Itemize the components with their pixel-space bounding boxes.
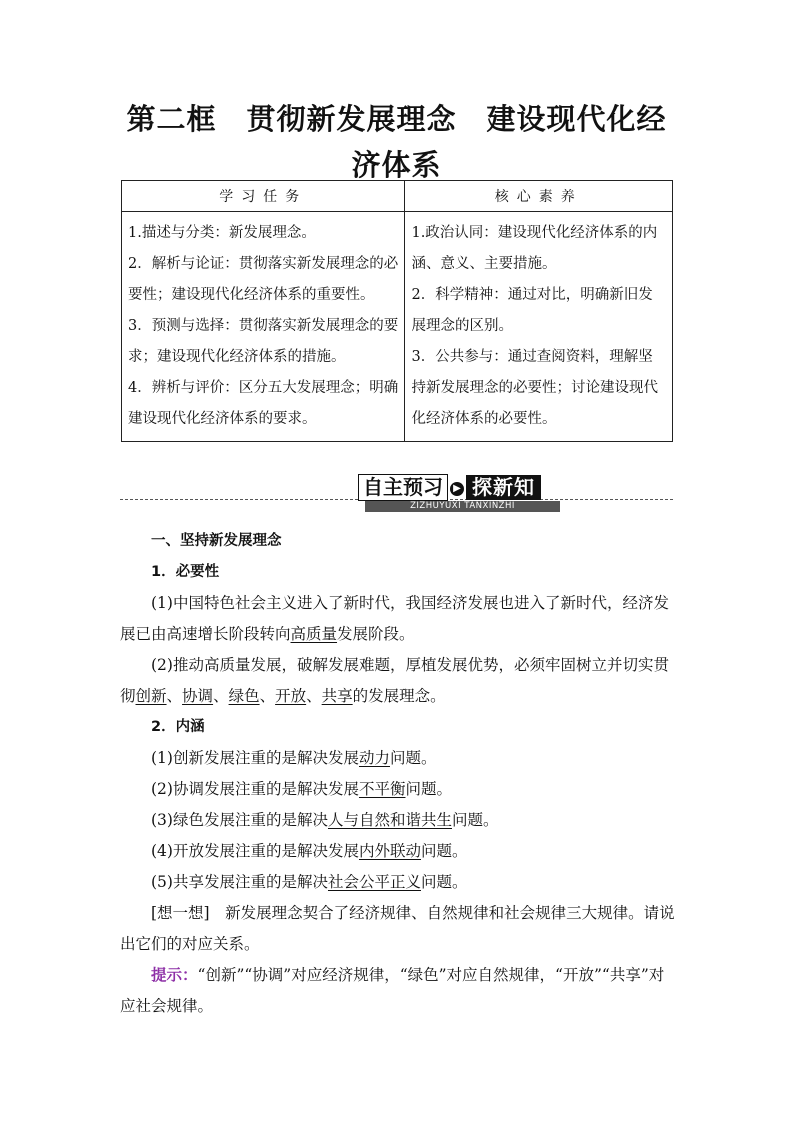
hint-label: 提示： bbox=[151, 966, 198, 984]
hint-paragraph bbox=[120, 960, 676, 1022]
table-header-row bbox=[122, 181, 673, 212]
blank-answer: 高质量 bbox=[290, 625, 338, 643]
competency-item: 3．公共参与：通过查阅资料，理解坚持新发展理念的必要性；讨论建设现代化经济体系的必要性。 bbox=[411, 349, 658, 427]
section-banner bbox=[120, 470, 673, 516]
blank-answer: 开放 bbox=[275, 687, 307, 705]
list-item: (5)共享发展注重的是解决社会公平正义问题。 bbox=[151, 873, 468, 891]
blank-answer: 创新 bbox=[135, 687, 167, 705]
learning-goals-table bbox=[121, 180, 673, 442]
banner-pinyin: ZIZHUYUXI TANXINZHI bbox=[365, 501, 560, 512]
blank-answer: 内外联动 bbox=[358, 842, 421, 860]
list-item: (1)创新发展注重的是解决发展动力问题。 bbox=[151, 749, 437, 767]
banner-explore: 探新知 bbox=[466, 475, 541, 500]
task-item: 3．预测与选择：贯彻落实新发展理念的要求；建设现代化经济体系的措施。 bbox=[128, 318, 399, 365]
banner-title bbox=[358, 474, 541, 499]
blank-answer: 动力 bbox=[358, 749, 390, 767]
competency-item: 2．科学精神：通过对比，明确新旧发展理念的区别。 bbox=[411, 287, 653, 334]
task-item: 1.描述与分类：新发展理念。 bbox=[128, 225, 316, 241]
main-content bbox=[120, 526, 676, 1022]
task-item: 4．辨析与评价：区分五大发展理念；明确建设现代化经济体系的要求。 bbox=[128, 380, 399, 427]
blank-answer: 不平衡 bbox=[358, 780, 406, 798]
blank-answer: 协调 bbox=[182, 687, 214, 705]
subsection-necessity: 1．必要性 bbox=[151, 564, 220, 580]
title-line-2: 济体系 bbox=[351, 148, 442, 182]
competency-item: 1.政治认同：建设现代化经济体系的内涵、意义、主要措施。 bbox=[411, 225, 658, 272]
list-item: (3)绿色发展注重的是解决人与自然和谐共生问题。 bbox=[151, 811, 499, 829]
section-heading: 一、坚持新发展理念 bbox=[151, 533, 282, 549]
core-competencies-cell bbox=[405, 212, 673, 442]
paragraph-necessity-2: (2)推动高质量发展，破解发展难题，厚植发展优势，必须牢固树立并切实贯彻创新、协调、绿色、开放、共享的发展理念。 bbox=[120, 656, 669, 705]
table-row bbox=[122, 212, 673, 442]
list-item: (4)开放发展注重的是解决发展内外联动问题。 bbox=[151, 842, 468, 860]
paragraph-necessity-1: (1)中国特色社会主义进入了新时代，我国经济发展也进入了新时代，经济发展已由高速增长阶段转向高质量发展阶段。 bbox=[120, 594, 669, 643]
arrow-right-icon: ▶ bbox=[450, 482, 464, 496]
subsection-connotation: 2．内涵 bbox=[151, 719, 205, 735]
blank-answer: 绿色 bbox=[228, 687, 260, 705]
list-item: (2)协调发展注重的是解决发展不平衡问题。 bbox=[151, 780, 452, 798]
banner-self-study: 自主预习 bbox=[358, 474, 448, 501]
task-item: 2．解析与论证：贯彻落实新发展理念的必要性；建设现代化经济体系的重要性。 bbox=[128, 256, 399, 303]
blank-answer: 社会公平正义 bbox=[327, 873, 421, 891]
title-line-1: 第二框 贯彻新发展理念 建设现代化经 bbox=[126, 102, 667, 136]
hint-text: “创新”“协调”对应经济规律，“绿色”对应自然规律，“开放”“共享”对应社会规律。 bbox=[120, 966, 665, 1015]
header-learning-tasks: 学习任务 bbox=[122, 181, 405, 212]
learning-tasks-cell bbox=[122, 212, 405, 442]
blank-answer: 共享 bbox=[321, 687, 353, 705]
page-title bbox=[0, 96, 793, 188]
blank-answer: 人与自然和谐共生 bbox=[327, 811, 452, 829]
header-core-competencies: 核心素养 bbox=[405, 181, 673, 212]
think-question: [想一想] 新发展理念契合了经济规律、自然规律和社会规律三大规律。请说出它们的对应关系。 bbox=[120, 904, 675, 953]
